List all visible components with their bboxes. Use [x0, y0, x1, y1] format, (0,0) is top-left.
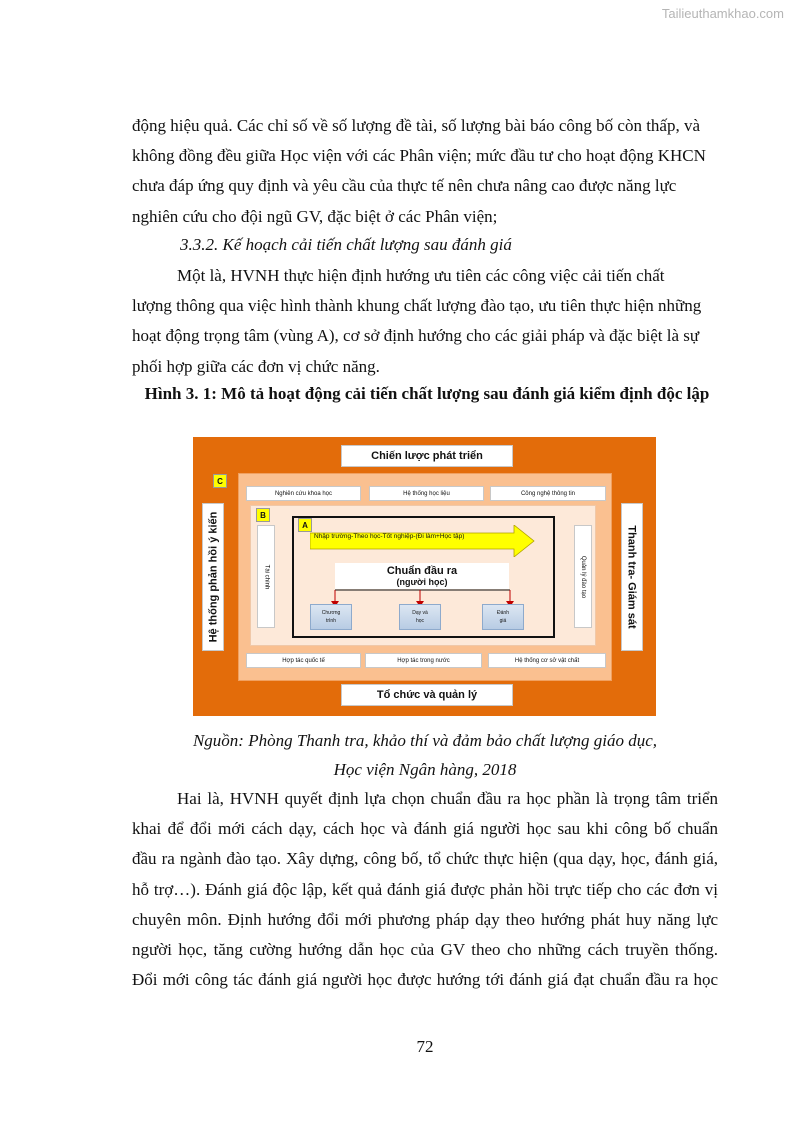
- text-line: người học, tăng cường hướng dẫn học của GV theo cho những cách truyền thống.: [132, 940, 718, 960]
- page-number: 72: [416, 1037, 434, 1056]
- text-line: Hai là, HVNH quyết định lựa chọn chuẩn đầu ra học phần là trọng tâm triển: [177, 789, 718, 808]
- inspection-box: [621, 503, 643, 651]
- box-line: học: [415, 618, 425, 624]
- text-line: chuyên môn. Định hướng đổi mới phương pháp dạy theo hướng phát huy năng lực: [132, 909, 718, 929]
- text-line: nghiên cứu cho đội ngũ GV, đặc biệt ở các Phân viện;: [132, 206, 498, 226]
- zone-c-tag: C: [213, 474, 227, 488]
- top-row-box: Công nghệ thông tin: [490, 486, 606, 501]
- text-line: hoạt động trọng tâm (vùng A), cơ sở định hướng cho các giải pháp và đặc biệt là sự: [132, 326, 700, 346]
- arrow-label: Nhập trường-Theo học-Tốt nghiệp-(Đi làm+Học tập): [314, 533, 465, 540]
- learning-outcomes-subtitle: (người học): [396, 576, 448, 587]
- paragraph-2: [132, 261, 718, 382]
- assessment-box: [482, 604, 524, 630]
- learning-outcomes-box: [335, 563, 509, 589]
- zone-b-tag: B: [256, 508, 270, 522]
- bottom-row-box: Hợp tác quốc tế: [246, 653, 361, 668]
- text-line: đầu ra ngành đào tạo. Xây dựng, công bố, tổ chức thực hiện (qua dạy, học, đánh giá,: [132, 849, 718, 869]
- paragraph-3: [132, 784, 718, 995]
- text-line: hỗ trợ…). Đánh giá độc lập, kết quả đánh giá được phản hồi trực tiếp cho các đơn vị: [132, 879, 718, 899]
- text-line: khai để đổi mới cách dạy, cách học và đánh giá người học sau khi công bố chuẩn: [132, 819, 718, 839]
- text-line: động hiệu quả. Các chỉ số về số lượng đề tài, số lượng bài báo công bố còn thấp, và: [132, 116, 701, 135]
- text-line: Đổi mới công tác đánh giá người học được hướng tới đánh giá đạt chuẩn đầu ra học: [132, 970, 718, 990]
- text-line: lượng thông qua việc hình thành khung chất lượng đào tạo, ưu tiên thực hiện những: [132, 296, 702, 316]
- paragraph-1: [132, 111, 718, 232]
- inspection-label: Thanh tra- Giám sát: [626, 525, 639, 629]
- top-row-box: Nghiên cứu khoa học: [246, 486, 361, 501]
- curriculum-box: [310, 604, 352, 630]
- arrow-icon: [310, 525, 536, 557]
- box-line: Đánh: [497, 610, 509, 616]
- top-row-box: Hệ thống học liệu: [369, 486, 484, 501]
- training-mgmt-label: Quản lý đào tạo: [580, 555, 586, 598]
- source-line-1: Nguồn: Phòng Thanh tra, khảo thí và đảm bảo chất lượng giáo dục,: [192, 731, 658, 750]
- box-line: trình: [325, 618, 336, 624]
- student-journey-arrow: [310, 525, 536, 557]
- text-line: không đồng đều giữa Học viện với các Phân viện; mức đầu tư cho hoạt động KHCN: [132, 146, 706, 166]
- bottom-row-box: Hệ thống cơ sở vật chất: [488, 653, 606, 668]
- text-line: chưa đáp ứng quy định và yêu cầu của thực tế nên chưa nâng cao được năng lực: [132, 176, 677, 196]
- finance-label: Tài chính: [263, 564, 269, 589]
- learning-outcomes-title: Chuẩn đầu ra: [386, 564, 458, 577]
- feedback-system-box: [202, 503, 224, 651]
- teaching-box: [399, 604, 441, 630]
- box-line: giá: [499, 618, 507, 624]
- finance-box: [257, 525, 275, 628]
- section-heading: 3.3.2. Kế hoạch cải tiến chất lượng sau đánh giá: [180, 235, 512, 254]
- feedback-system-label: Hệ thống phản hồi ý kiến: [207, 511, 219, 643]
- text-line: phối hợp giữa các đơn vị chức năng.: [132, 356, 380, 376]
- text-line: Một là, HVNH thực hiện định hướng ưu tiên các công việc cải tiến chất: [177, 266, 665, 285]
- source-line-2: Học viện Ngân hàng, 2018: [333, 760, 517, 779]
- box-line: Dạy và: [412, 610, 428, 616]
- watermark: Tailieuthamkhao.com: [661, 6, 784, 21]
- box-line: Chương: [321, 610, 341, 616]
- organization-box: Tổ chức và quản lý: [341, 684, 513, 706]
- zone-a-tag: A: [298, 518, 312, 532]
- strategy-box: Chiến lược phát triển: [341, 445, 513, 467]
- training-mgmt-box: [574, 525, 592, 628]
- figure-title: Hình 3. 1: Mô tả hoạt động cải tiến chất lượng sau đánh giá kiểm định độc lập: [144, 384, 710, 403]
- bottom-row-box: Hợp tác trong nước: [365, 653, 482, 668]
- quality-diagram: [193, 437, 656, 716]
